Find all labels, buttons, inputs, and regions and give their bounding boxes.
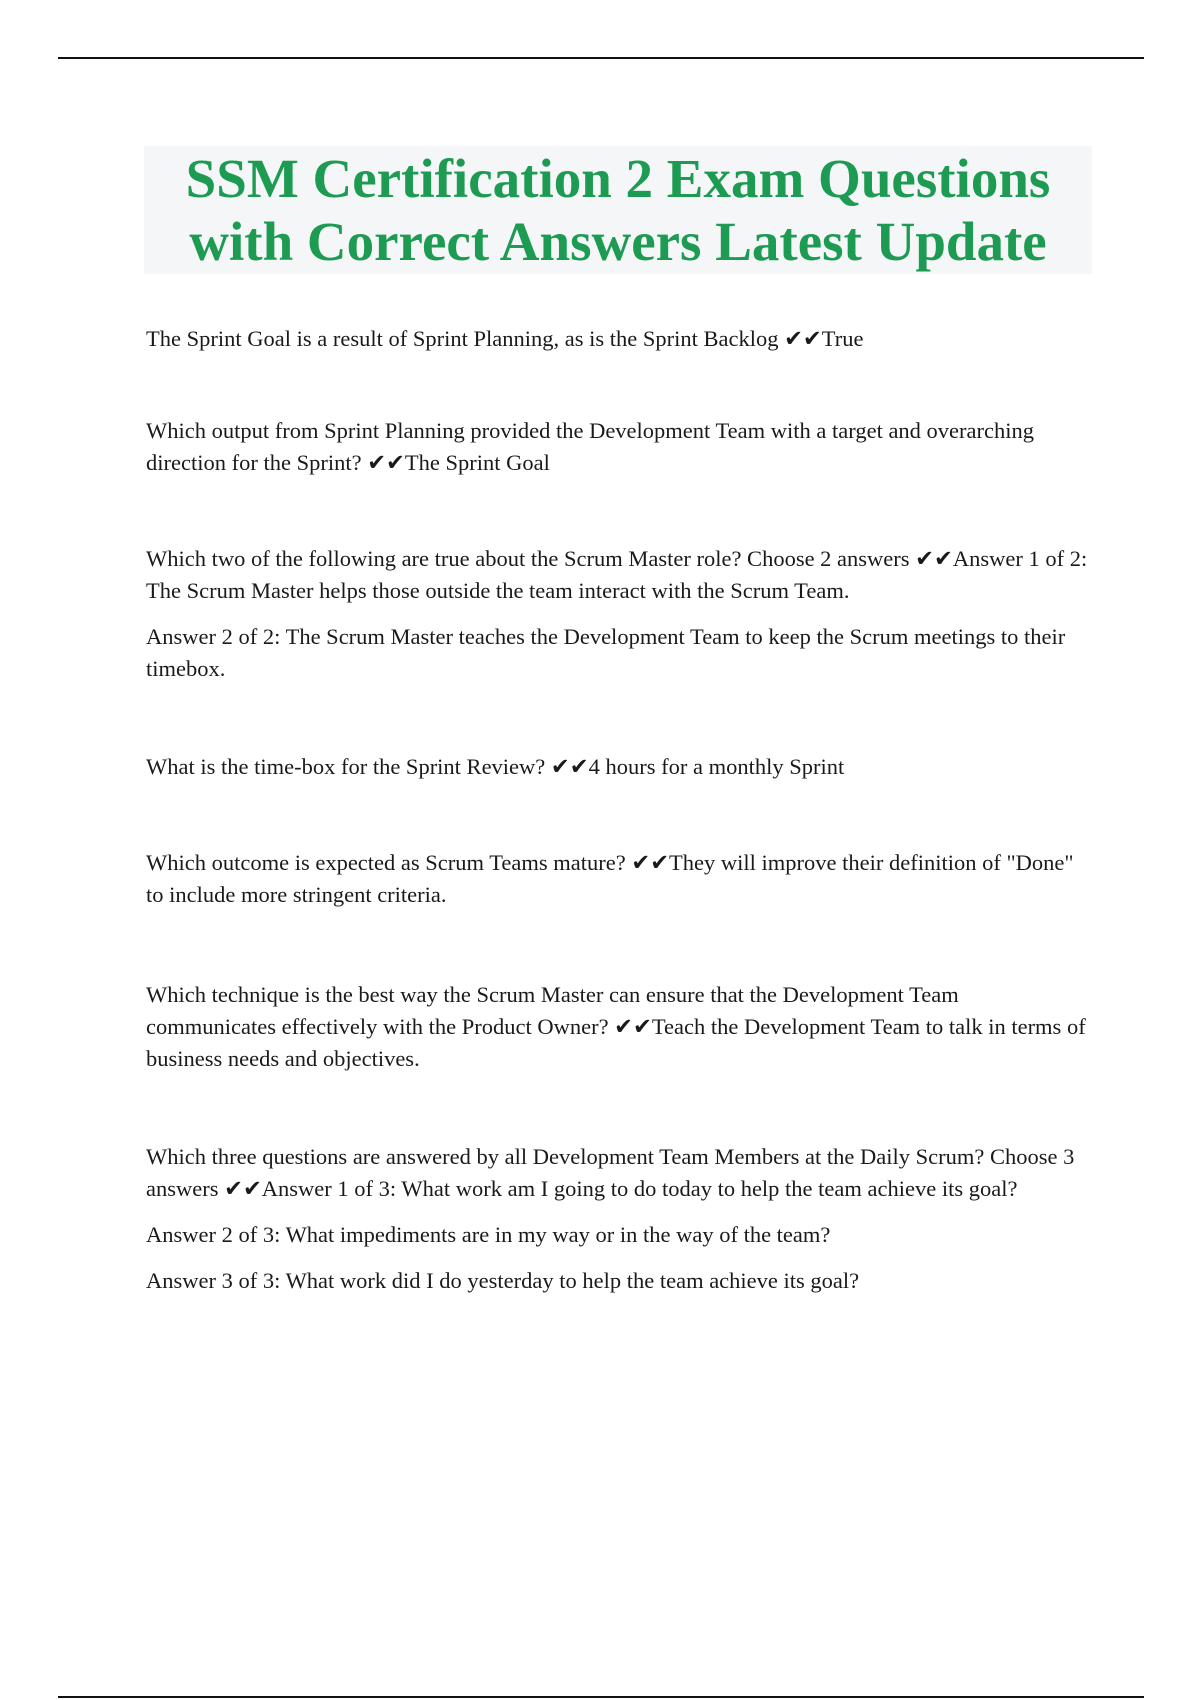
qa-list: [146, 323, 1092, 1297]
qa-paragraph: What is the time-box for the Sprint Review? ✔✔4 hours for a monthly Sprint: [146, 754, 845, 779]
qa-paragraph: Which three questions are answered by all Development Team Members at the Daily Scrum? Choose 3 answers ✔✔Answer 1 of 3: What work am I going to do today to help the team achieve its goal?: [146, 1144, 1075, 1201]
qa-item: [146, 323, 1092, 355]
qa-paragraph: Answer 2 of 2: The Scrum Master teaches the Development Team to keep the Scrum meetings to their timebox.: [146, 624, 1066, 681]
title-banner: [144, 146, 1092, 274]
qa-item: [146, 415, 1092, 479]
qa-paragraph: The Sprint Goal is a result of Sprint Planning, as is the Sprint Backlog ✔✔True: [146, 326, 864, 351]
qa-paragraph: Which output from Sprint Planning provided the Development Team with a target and overarching direction for the Sprint? ✔✔The Sprint Goal: [146, 418, 1035, 475]
top-rule: [58, 57, 1144, 59]
qa-paragraph: Which two of the following are true about the Scrum Master role? Choose 2 answers ✔✔Answer 1 of 2: The Scrum Master helps those outside the team interact with the Scrum Team.: [146, 546, 1088, 603]
qa-item: [146, 847, 1092, 911]
qa-paragraph: Which outcome is expected as Scrum Teams mature? ✔✔They will improve their definition of "Done" to include more stringent criteria.: [146, 850, 1074, 907]
qa-item: [146, 1141, 1092, 1297]
bottom-rule: [58, 1696, 1144, 1698]
qa-item: [146, 979, 1092, 1075]
qa-paragraph: Answer 3 of 3: What work did I do yesterday to help the team achieve its goal?: [146, 1268, 860, 1293]
document-title: SSM Certification 2 Exam Questions with Correct Answers Latest Update: [185, 148, 1051, 272]
qa-item: [146, 543, 1092, 685]
qa-item: [146, 751, 1092, 783]
qa-paragraph: Which technique is the best way the Scrum Master can ensure that the Development Team communicates effectively with the Product Owner? ✔✔Teach the Development Team to talk in terms of business needs and objectives.: [146, 982, 1086, 1071]
qa-paragraph: Answer 2 of 3: What impediments are in my way or in the way of the team?: [146, 1222, 831, 1247]
